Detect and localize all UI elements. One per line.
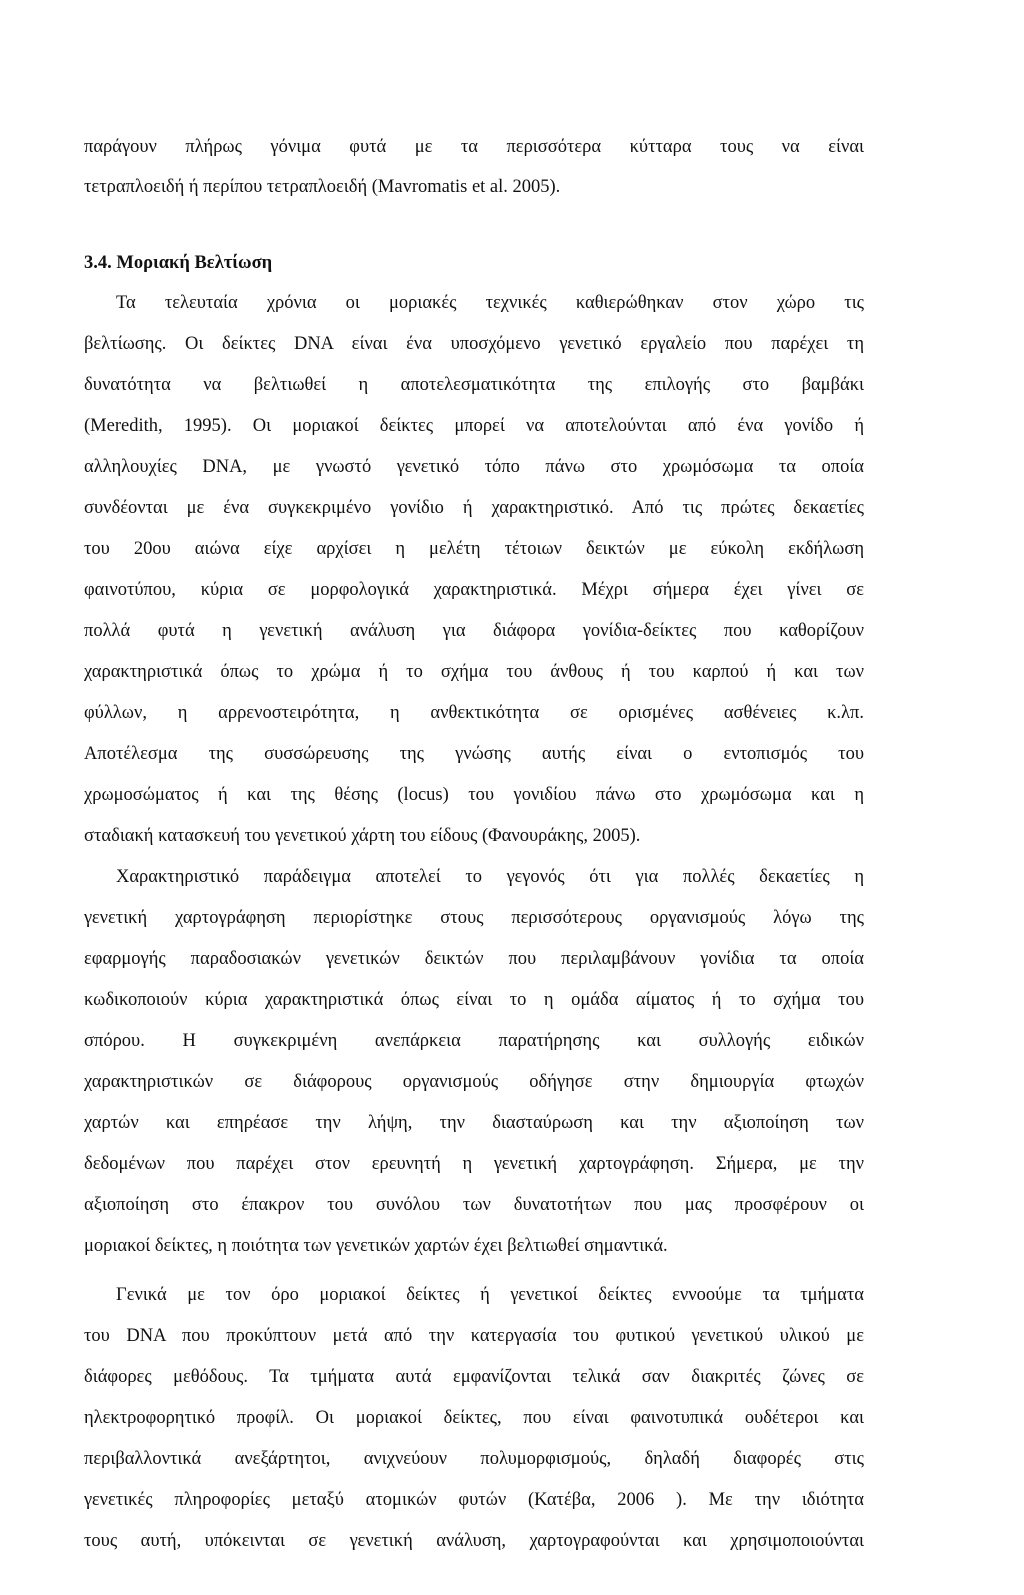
text-line: χαρακτηριστικά όπως το χρώμα ή το σχήμα του άνθους ή του καρπού ή και των	[84, 662, 864, 682]
text-line: περιβαλλοντικά ανεξάρτητοι, ανιχνεύουν πολυμορφισμούς, δηλαδή διαφορές στις	[84, 1449, 864, 1469]
section-heading: 3.4. Μοριακή Βελτίωση	[84, 253, 273, 273]
text-line: βελτίωσης. Οι δείκτες DNA είναι ένα υποσχόμενο γενετικό εργαλείο που παρέχει τη	[84, 334, 864, 354]
text-line: γενετική χαρτογράφηση περιορίστηκε στους περισσότερους οργανισμούς λόγω της	[84, 908, 864, 928]
text-line: του DNA που προκύπτουν μετά από την κατεργασία του φυτικού γενετικού υλικού με	[84, 1326, 864, 1346]
text-line: διάφορες μεθόδους. Τα τμήματα αυτά εμφανίζονται τελικά σαν διακριτές ζώνες σε	[84, 1367, 864, 1387]
text-line: ηλεκτροφορητικό προφίλ. Οι μοριακοί δείκτες, που είναι φαινοτυπικά ουδέτεροι και	[84, 1408, 864, 1428]
text-line: Γενικά με τον όρο μοριακοί δείκτες ή γενετικοί δείκτες εννοούμε τα τμήματα	[116, 1285, 864, 1305]
text-line: πολλά φυτά η γενετική ανάλυση για διάφορα γονίδια-δείκτες που καθορίζουν	[84, 621, 864, 641]
text-line: δεδομένων που παρέχει στον ερευνητή η γενετική χαρτογράφηση. Σήμερα, με την	[84, 1154, 864, 1174]
text-line: Χαρακτηριστικό παράδειγμα αποτελεί το γεγονός ότι για πολλές δεκαετίες η	[116, 867, 864, 887]
text-line: παράγουν πλήρως γόνιμα φυτά με τα περισσότερα κύτταρα τους να είναι	[84, 137, 864, 157]
text-line: δυνατότητα να βελτιωθεί η αποτελεσματικότητα της επιλογής στο βαμβάκι	[84, 375, 864, 395]
text-line: σπόρου. Η συγκεκριμένη ανεπάρκεια παρατήρησης και συλλογής ειδικών	[84, 1031, 864, 1051]
text-line: εφαρμογής παραδοσιακών γενετικών δεικτών που περιλαμβάνουν γονίδια τα οποία	[84, 949, 864, 969]
text-line: τετραπλοειδή ή περίπου τετραπλοειδή (Mavromatis et al. 2005).	[84, 177, 561, 197]
text-line: (Meredith, 1995). Οι μοριακοί δείκτες μπορεί να αποτελούνται από ένα γονίδο ή	[84, 416, 864, 436]
text-line: Τα τελευταία χρόνια οι μοριακές τεχνικές καθιερώθηκαν στον χώρο τις	[116, 293, 864, 313]
text-line: χρωμοσώματος ή και της θέσης (locus) του γονιδίου πάνω στο χρωμόσωμα και η	[84, 785, 864, 805]
text-line: τους αυτή, υπόκεινται σε γενετική ανάλυση, χαρτογραφούνται και χρησιμοποιούνται	[84, 1531, 864, 1551]
text-line: φαινοτύπου, κύρια σε μορφολογικά χαρακτηριστικά. Μέχρι σήμερα έχει γίνει σε	[84, 580, 864, 600]
text-line: συνδέονται με ένα συγκεκριμένο γονίδιο ή χαρακτηριστικό. Από τις πρώτες δεκαετίες	[84, 498, 864, 518]
text-line: μοριακοί δείκτες, η ποιότητα των γενετικών χαρτών έχει βελτιωθεί σημαντικά.	[84, 1236, 668, 1256]
text-line: γενετικές πληροφορίες μεταξύ ατομικών φυτών (Κατέβα, 2006 ). Με την ιδιότητα	[84, 1490, 864, 1510]
text-line: αλληλουχίες DNA, με γνωστό γενετικό τόπο πάνω στο χρωμόσωμα τα οποία	[84, 457, 864, 477]
text-line: κωδικοποιούν κύρια χαρακτηριστικά όπως είναι το η ομάδα αίματος ή το σχήμα του	[84, 990, 864, 1010]
text-line: του 20ου αιώνα είχε αρχίσει η μελέτη τέτοιων δεικτών με εύκολη εκδήλωση	[84, 539, 864, 559]
text-line: χαρακτηριστικών σε διάφορους οργανισμούς οδήγησε στην δημιουργία φτωχών	[84, 1072, 864, 1092]
text-line: σταδιακή κατασκευή του γενετικού χάρτη του είδους (Φανουράκης, 2005).	[84, 826, 641, 846]
text-line: Αποτέλεσμα της συσσώρευσης της γνώσης αυτής είναι ο εντοπισμός του	[84, 744, 864, 764]
text-line: χαρτών και επηρέασε την λήψη, την διασταύρωση και την αξιοποίηση των	[84, 1113, 864, 1133]
text-line: αξιοποίηση στο έπακρον του συνόλου των δυνατοτήτων που μας προσφέρουν οι	[84, 1195, 864, 1215]
text-line: φύλλων, η αρρενοστειρότητα, η ανθεκτικότητα σε ορισμένες ασθένειες κ.λπ.	[84, 703, 864, 723]
